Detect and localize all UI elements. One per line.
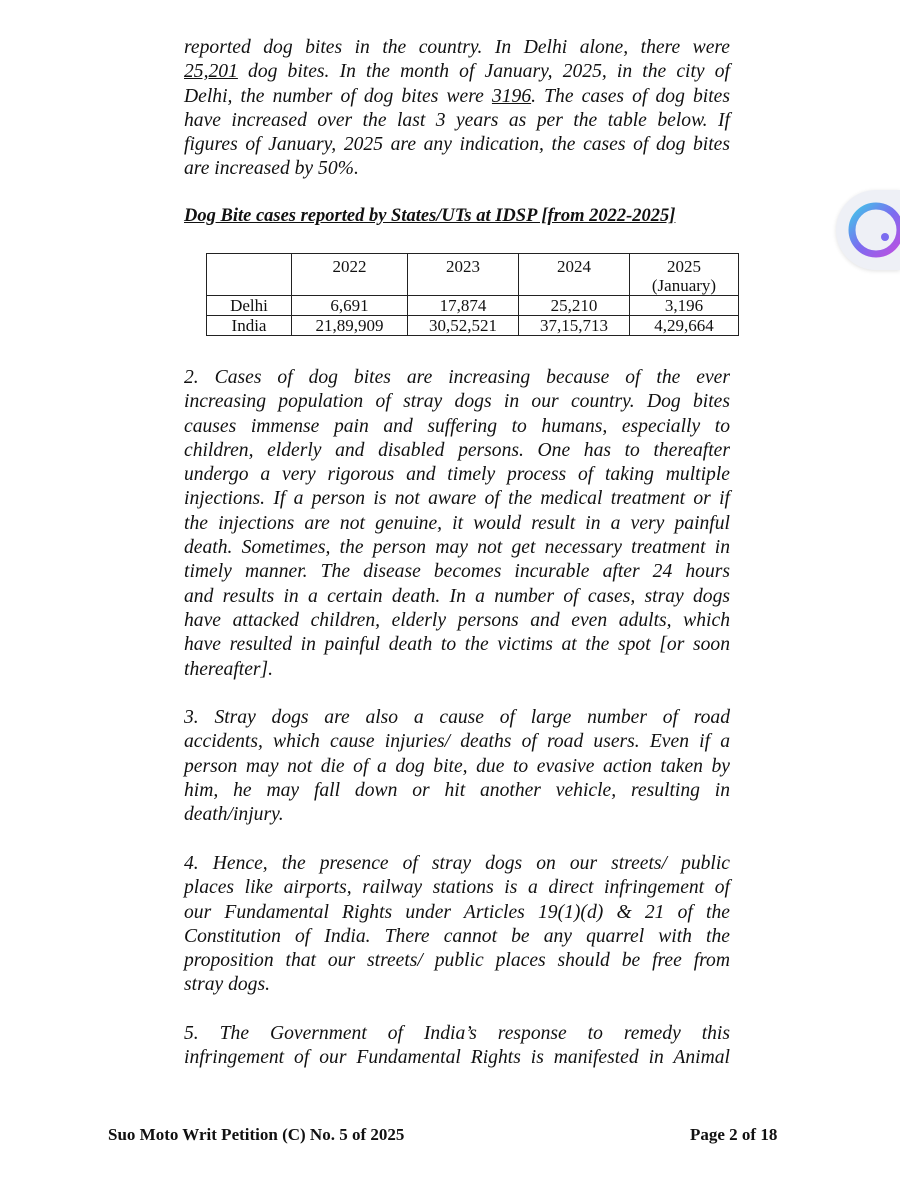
table-cell: 3,196 (630, 296, 739, 316)
table-header-cell: 2023 (408, 254, 519, 296)
header-subtitle: (January) (651, 276, 717, 295)
underlined-number: 3196 (491, 85, 532, 107)
table-cell: 6,691 (292, 296, 408, 316)
table-header-cell: 2024 (519, 254, 630, 296)
table-header-row (207, 254, 739, 296)
table-cell: 17,874 (408, 296, 519, 316)
paragraph-2 (184, 366, 730, 682)
intro-paragraph (184, 36, 730, 182)
text-line: undergo a very rigorous and timely process of taking multiple (184, 464, 730, 486)
text-fragment: Delhi, the number of dog bites were (184, 85, 492, 107)
paragraph-3 (184, 706, 730, 827)
table-header-cell (207, 254, 292, 296)
footer-page-number: Page 2 of 18 (690, 1125, 778, 1144)
table-row (207, 316, 739, 336)
text-line (184, 60, 730, 84)
text-line: children, elderly and disabled persons. One has to thereafter (184, 439, 730, 461)
text-line: and results in a certain death. In a number of cases, stray dogs (184, 585, 730, 607)
table-cell: 4,29,664 (630, 316, 739, 336)
table-cell: Delhi (207, 296, 292, 316)
text-line: 5. The Government of India’s response to remedy this (184, 1023, 730, 1044)
text-line: 3. Stray dogs are also a cause of large number of road (184, 707, 730, 728)
text-line: have resulted in painful death to the victims at the spot [or soon (184, 634, 730, 656)
text-line: places like airports, railway stations is a direct infringement of (184, 877, 730, 899)
table-header-cell (630, 254, 739, 296)
text-line: death/injury. (184, 804, 284, 826)
table-row (207, 296, 739, 316)
text-line: infringement of our Fundamental Rights is manifested in Animal (184, 1047, 730, 1069)
text-line: are increased by 50%. (184, 158, 359, 180)
table-cell: 25,210 (519, 296, 630, 316)
text-line: Constitution of India. There cannot be any quarrel with the (184, 925, 730, 947)
text-line: person may not die of a dog bite, due to evasive action taken by (184, 755, 730, 777)
assistant-orb-icon (839, 193, 900, 267)
footer-case-number: Suo Moto Writ Petition (C) No. 5 of 2025 (108, 1125, 405, 1144)
text-line: stray dogs. (184, 974, 271, 996)
text-fragment: dog bites. In the month of January, 2025, in the city of (237, 61, 730, 83)
text-line: reported dog bites in the country. In Delhi alone, there were (184, 37, 730, 58)
text-line: causes immense pain and suffering to humans, especially to (184, 415, 730, 437)
underlined-number: 25,201 (184, 61, 238, 83)
text-line (184, 85, 730, 109)
paragraph-5 (184, 1022, 730, 1071)
text-line: our Fundamental Rights under Articles 19(1)(d) & 21 of the (184, 901, 730, 923)
text-line: increasing population of stray dogs in our country. Dog bites (184, 391, 730, 413)
assistant-bubble[interactable] (836, 190, 900, 270)
text-line: 4. Hence, the presence of stray dogs on our streets/ public (184, 853, 730, 874)
text-line: the injections are not genuine, it would result in a very painful (184, 512, 730, 534)
text-line: thereafter]. (184, 658, 274, 680)
text-line: him, he may fall down or hit another vehicle, resulting in (184, 779, 730, 801)
text-fragment: . The cases of dog bites (531, 85, 730, 107)
dog-bite-table (206, 253, 739, 336)
table-header-cell: 2022 (292, 254, 408, 296)
text-line: figures of January, 2025 are any indication, the cases of dog bites (184, 134, 730, 156)
text-line: timely manner. The disease becomes incurable after 24 hours (184, 561, 730, 583)
text-line: accidents, which cause injuries/ deaths of road users. Even if a (184, 731, 730, 753)
text-line: proposition that our streets/ public places should be free from (184, 950, 730, 972)
text-line: injections. If a person is not aware of the medical treatment or if (184, 488, 730, 510)
table-cell: 37,15,713 (519, 316, 630, 336)
table-cell: 30,52,521 (408, 316, 519, 336)
text-line: 2. Cases of dog bites are increasing because of the ever (184, 367, 730, 388)
table-heading: Dog Bite cases reported by States/UTs at IDSP [from 2022-2025] (184, 206, 676, 226)
text-line: death. Sometimes, the person may not get necessary treatment in (184, 537, 730, 559)
table-cell: 21,89,909 (292, 316, 408, 336)
table-cell: India (207, 316, 292, 336)
text-line: have attacked children, elderly persons and even adults, which (184, 609, 730, 631)
text-line: have increased over the last 3 years as per the table below. If (184, 109, 730, 131)
header-year: 2025 (667, 257, 701, 276)
paragraph-4 (184, 852, 730, 998)
